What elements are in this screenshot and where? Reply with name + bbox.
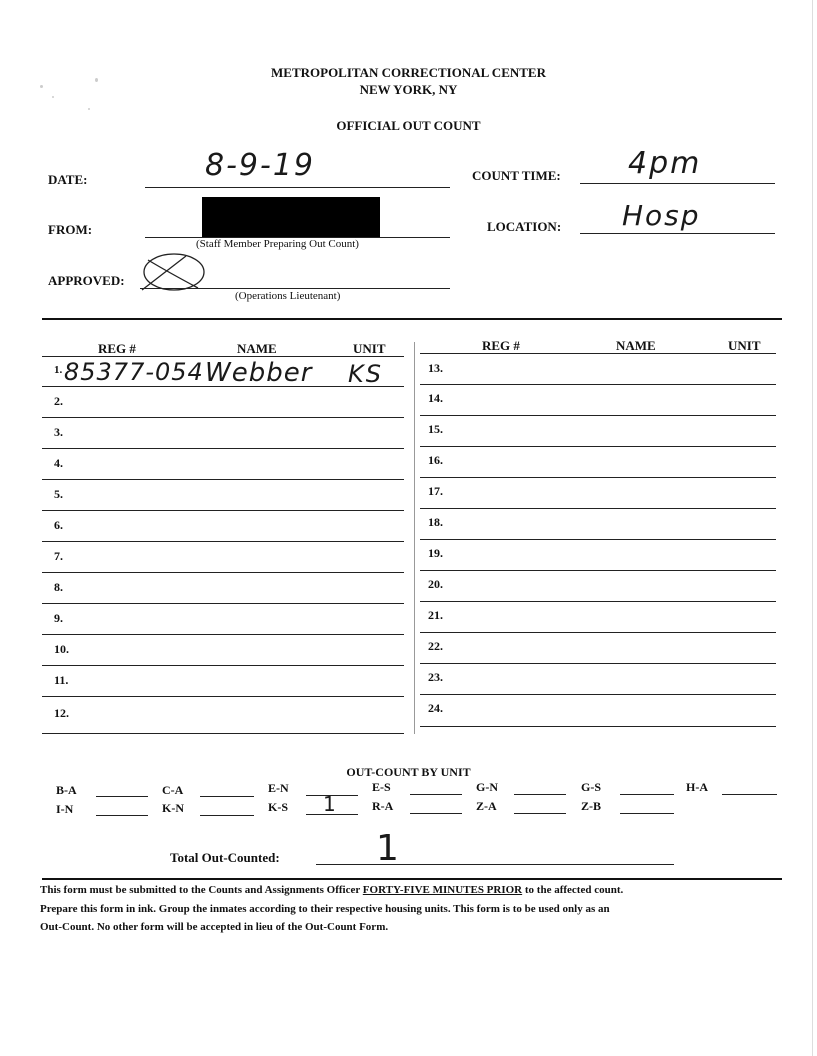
row-number-21: 21. bbox=[428, 608, 443, 622]
row-line bbox=[42, 448, 404, 449]
unit-label-z-b: Z-B bbox=[581, 799, 602, 813]
unit-line-r-a[interactable] bbox=[410, 813, 462, 814]
footer-divider bbox=[42, 878, 782, 880]
footer-line-3: Out-Count. No other form will be accepted in lieu of the Out-Count Form. bbox=[40, 921, 389, 933]
unit-line-i-n[interactable] bbox=[96, 815, 148, 816]
count-time-value[interactable]: 4pm bbox=[628, 146, 702, 181]
unit-line-z-b[interactable] bbox=[620, 813, 674, 814]
location-label: LOCATION: bbox=[487, 219, 562, 234]
section-divider bbox=[42, 318, 782, 320]
left-header-unit: UNIT bbox=[353, 341, 386, 356]
unit-label-k-n: K-N bbox=[162, 801, 184, 815]
right-header-unit: UNIT bbox=[728, 338, 761, 353]
approved-line bbox=[140, 288, 450, 289]
from-caption: (Staff Member Preparing Out Count) bbox=[196, 238, 359, 250]
location-value[interactable]: Hosp bbox=[622, 199, 701, 232]
row-number-4: 4. bbox=[54, 456, 63, 470]
unit-label-g-s: G-S bbox=[581, 780, 602, 794]
row-line bbox=[420, 508, 776, 509]
row-number-20: 20. bbox=[428, 577, 443, 591]
unit-line-h-a[interactable] bbox=[722, 794, 777, 795]
row-line bbox=[420, 446, 776, 447]
org-name: METROPOLITAN CORRECTIONAL CENTER bbox=[271, 65, 546, 80]
row-line bbox=[420, 632, 776, 633]
unit-line-z-a[interactable] bbox=[514, 813, 566, 814]
row-number-1: 1. bbox=[54, 364, 63, 376]
form-title: OFFICIAL OUT COUNT bbox=[336, 118, 481, 133]
row-number-24: 24. bbox=[428, 701, 443, 715]
row-line bbox=[420, 384, 776, 385]
unit-label-z-a: Z-A bbox=[476, 799, 497, 813]
left-header-line bbox=[42, 356, 404, 357]
unit-label-k-s: K-S bbox=[268, 800, 289, 814]
footer-line-1-a: This form must be submitted to the Counts and Assignments Officer bbox=[40, 884, 363, 896]
footer-emphasis: FORTY-FIVE MINUTES PRIOR bbox=[362, 884, 523, 896]
row-line bbox=[420, 415, 776, 416]
unit-label-i-n: I-N bbox=[56, 802, 74, 816]
approved-label: APPROVED: bbox=[48, 273, 125, 288]
page-edge bbox=[812, 0, 813, 1056]
left-header-name: NAME bbox=[237, 341, 277, 356]
row-line bbox=[42, 417, 404, 418]
unit-line-g-s[interactable] bbox=[620, 794, 674, 795]
right-header-reg: REG # bbox=[482, 338, 520, 353]
unit-line-e-s[interactable] bbox=[410, 794, 462, 795]
row-number-6: 6. bbox=[54, 518, 63, 532]
row-number-19: 19. bbox=[428, 546, 443, 560]
row-number-15: 15. bbox=[428, 422, 443, 436]
total-label: Total Out-Counted: bbox=[170, 850, 280, 865]
unit-value-k-s[interactable]: 1 bbox=[323, 792, 338, 816]
unit-label-r-a: R-A bbox=[372, 799, 394, 813]
from-label: FROM: bbox=[48, 222, 93, 237]
unit-label-e-s: E-S bbox=[372, 780, 391, 794]
row-number-17: 17. bbox=[428, 484, 443, 498]
row-line bbox=[42, 603, 404, 604]
unit-line-b-a[interactable] bbox=[96, 796, 148, 797]
row-line bbox=[42, 510, 404, 511]
row-line bbox=[42, 479, 404, 480]
row-line bbox=[42, 634, 404, 635]
unit-line-c-a[interactable] bbox=[200, 796, 254, 797]
unit-label-e-n: E-N bbox=[268, 781, 289, 795]
approved-caption: (Operations Lieutenant) bbox=[235, 290, 341, 302]
row-line bbox=[420, 694, 776, 695]
total-line[interactable] bbox=[316, 864, 674, 865]
date-line bbox=[145, 187, 450, 188]
row-number-12: 12. bbox=[54, 706, 69, 720]
unit-label-h-a: H-A bbox=[686, 780, 708, 794]
unit-line-g-n[interactable] bbox=[514, 794, 566, 795]
row-line bbox=[420, 726, 776, 727]
date-value[interactable]: 8-9-19 bbox=[205, 148, 315, 183]
row-number-2: 2. bbox=[54, 394, 63, 408]
footer-line-2: Prepare this form in ink. Group the inmates according to their respective housing units. This form is to be used only as an bbox=[40, 903, 610, 915]
row-line bbox=[42, 386, 404, 387]
row-number-5: 5. bbox=[54, 487, 63, 501]
unit-label-g-n: G-N bbox=[476, 780, 498, 794]
row-line bbox=[42, 572, 404, 573]
date-label: DATE: bbox=[48, 172, 88, 187]
redacted-name-block bbox=[202, 197, 380, 237]
unit-label-b-a: B-A bbox=[56, 783, 77, 797]
row-line bbox=[420, 601, 776, 602]
row-line bbox=[420, 663, 776, 664]
footer-line-1 bbox=[40, 882, 780, 899]
right-header-line bbox=[420, 353, 776, 354]
row-line bbox=[42, 665, 404, 666]
row-number-10: 10. bbox=[54, 642, 69, 656]
row-number-18: 18. bbox=[428, 515, 443, 529]
unit-line-k-n[interactable] bbox=[200, 815, 254, 816]
row-number-11: 11. bbox=[54, 673, 69, 687]
scan-speck bbox=[88, 108, 90, 110]
row-line bbox=[420, 539, 776, 540]
row-1-reg[interactable]: 85377-054 bbox=[64, 358, 204, 386]
row-1-name[interactable]: Webber bbox=[205, 358, 313, 388]
row-line bbox=[420, 570, 776, 571]
row-number-23: 23. bbox=[428, 670, 443, 684]
row-1-unit[interactable]: KS bbox=[348, 360, 383, 388]
org-city: NEW YORK, NY bbox=[359, 82, 458, 97]
count-time-label: COUNT TIME: bbox=[472, 168, 561, 183]
row-number-8: 8. bbox=[54, 580, 63, 594]
unit-label-c-a: C-A bbox=[162, 783, 184, 797]
row-number-22: 22. bbox=[428, 639, 443, 653]
row-line bbox=[42, 541, 404, 542]
row-number-16: 16. bbox=[428, 453, 443, 467]
row-number-13: 13. bbox=[428, 361, 443, 375]
row-number-9: 9. bbox=[54, 611, 63, 625]
row-number-7: 7. bbox=[54, 549, 63, 563]
footer-line-1-b: to the affected count. bbox=[522, 884, 624, 896]
outcount-title: OUT-COUNT BY UNIT bbox=[346, 765, 471, 779]
row-line bbox=[42, 696, 404, 697]
row-line bbox=[42, 733, 404, 734]
row-line bbox=[420, 477, 776, 478]
right-header-name: NAME bbox=[616, 338, 656, 353]
row-number-14: 14. bbox=[428, 391, 443, 405]
count-time-line bbox=[580, 183, 775, 184]
location-line bbox=[580, 233, 775, 234]
row-number-3: 3. bbox=[54, 425, 63, 439]
total-value[interactable]: 1 bbox=[376, 828, 401, 869]
left-header-reg: REG # bbox=[98, 341, 136, 356]
column-divider bbox=[414, 342, 415, 734]
